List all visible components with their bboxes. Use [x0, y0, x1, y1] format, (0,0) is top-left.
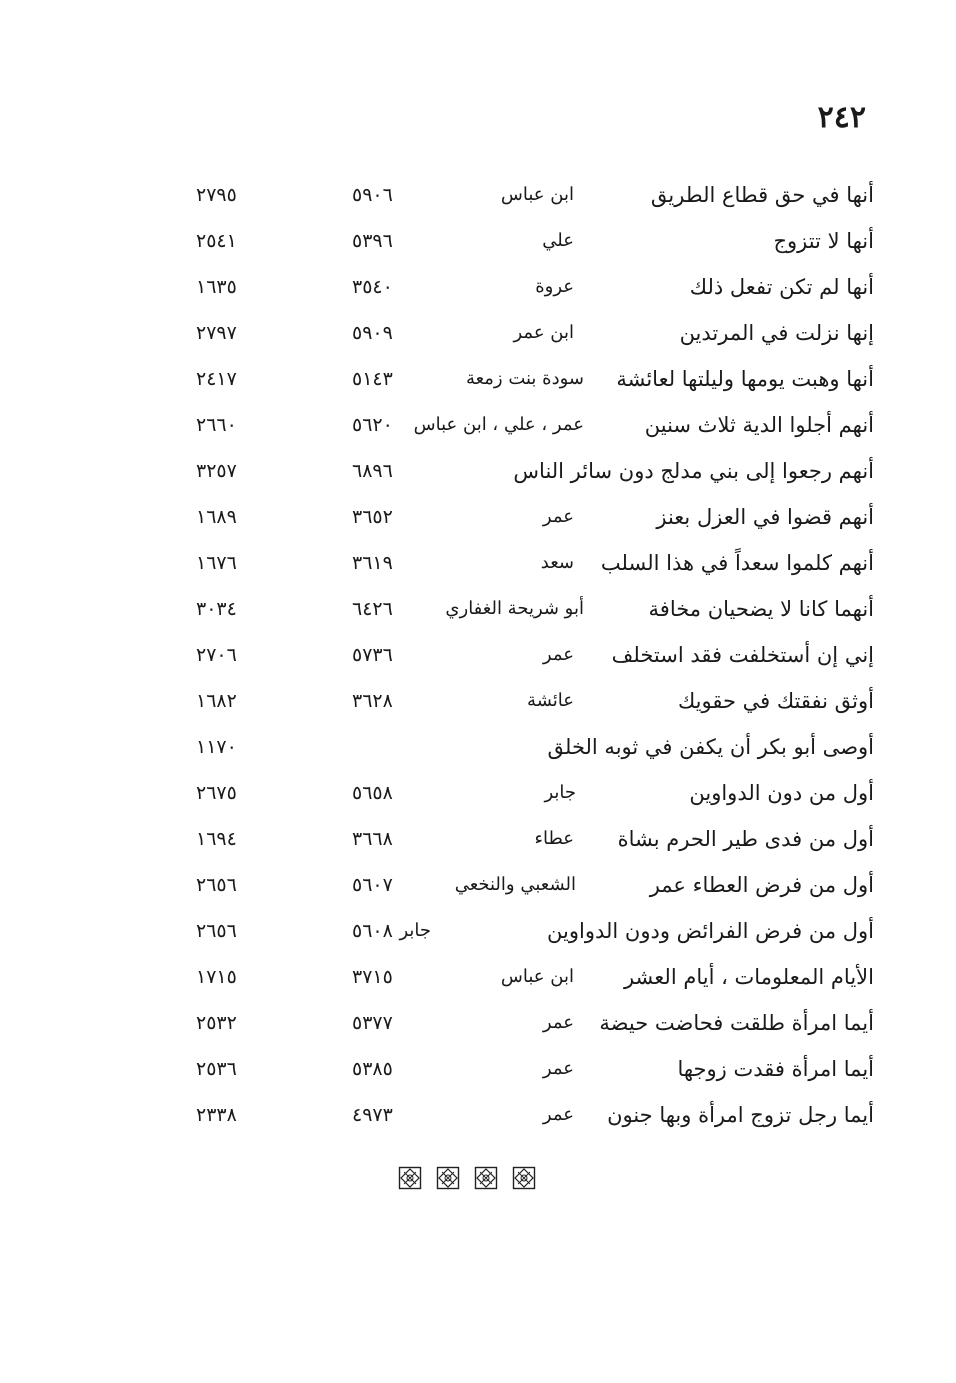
page-reference: ٢٦٥٦ — [196, 920, 237, 942]
hadith-text: أنهم كلموا سعداً في هذا السلب — [600, 551, 874, 575]
index-table — [0, 172, 956, 1138]
reference-number: ٥٧٣٦ — [352, 644, 393, 666]
index-row — [0, 448, 956, 494]
reference-number: ٦٤٢٦ — [352, 598, 393, 620]
reference-number: ٣٦٦٨ — [352, 828, 393, 850]
index-row — [0, 540, 956, 586]
narrator: عطاء — [534, 828, 574, 849]
reference-number: ٥١٤٣ — [352, 368, 393, 390]
reference-number: ٥٦٠٨ — [352, 920, 393, 942]
reference-number: ٣٥٤٠ — [352, 276, 393, 298]
reference-number: ٤٩٧٣ — [352, 1104, 393, 1126]
ornament-icon — [474, 1166, 498, 1190]
reference-number: ٥٦٥٨ — [352, 782, 393, 804]
reference-number: ٥٦٢٠ — [352, 414, 393, 436]
narrator: عمر — [542, 506, 574, 527]
reference-number: ٣٦١٩ — [352, 552, 393, 574]
index-row — [0, 1092, 956, 1138]
narrator: عمر — [542, 644, 574, 665]
narrator: عمر ، علي ، ابن عباس — [413, 414, 584, 435]
reference-number: ٥٣٨٥ — [352, 1058, 393, 1080]
page-reference: ٢٧٠٦ — [196, 644, 237, 666]
narrator: علي — [542, 230, 574, 251]
narrator: سودة بنت زمعة — [465, 368, 584, 389]
hadith-text: أنها لا تتزوج — [773, 229, 874, 253]
index-row — [0, 310, 956, 356]
reference-number: ٥٣٧٧ — [352, 1012, 393, 1034]
hadith-text: أوصى أبو بكر أن يكفن في ثوبه الخلق — [547, 735, 874, 759]
index-row — [0, 586, 956, 632]
end-ornaments — [398, 1166, 536, 1190]
reference-number: ٥٣٩٦ — [352, 230, 393, 252]
reference-number: ٥٩٠٩ — [352, 322, 393, 344]
page-reference: ٢٣٣٨ — [196, 1104, 237, 1126]
index-row — [0, 1046, 956, 1092]
ornament-icon — [436, 1166, 460, 1190]
index-row — [0, 632, 956, 678]
page-reference: ٢٦٧٥ — [196, 782, 237, 804]
hadith-text: أنها لم تكن تفعل ذلك — [689, 275, 874, 299]
reference-number: ٦٨٩٦ — [352, 460, 393, 482]
hadith-text: أنهم قضوا في العزل بعنز — [656, 505, 874, 529]
reference-number: ٣٧١٥ — [352, 966, 393, 988]
page-reference: ١٦٨٩ — [196, 506, 237, 528]
hadith-text: أنهم رجعوا إلى بني مدلج دون سائر الناس — [513, 459, 874, 483]
page-reference: ٢٥٣٢ — [196, 1012, 237, 1034]
narrator: ابن عمر — [513, 322, 574, 343]
narrator: ابن عباس — [500, 184, 574, 205]
index-row — [0, 862, 956, 908]
hadith-text: أول من فرض الفرائض ودون الدواوين — [547, 919, 874, 943]
page-reference: ٢٧٩٥ — [196, 184, 237, 206]
page-reference: ١١٧٠ — [196, 736, 237, 758]
hadith-text: إني إن أستخلفت فقد استخلف — [611, 643, 874, 667]
hadith-text: أنها وهبت يومها وليلتها لعائشة — [616, 367, 874, 391]
index-row — [0, 954, 956, 1000]
page-reference: ١٧١٥ — [196, 966, 237, 988]
hadith-text: أول من فرض العطاء عمر — [649, 873, 874, 897]
index-row — [0, 356, 956, 402]
page-reference: ١٦٣٥ — [196, 276, 237, 298]
index-row — [0, 724, 956, 770]
hadith-text: إنها نزلت في المرتدين — [679, 321, 874, 345]
reference-number: ٥٦٠٧ — [352, 874, 393, 896]
index-row — [0, 816, 956, 862]
index-row — [0, 908, 956, 954]
narrator: عروة — [535, 276, 574, 297]
page-reference: ١٦٧٦ — [196, 552, 237, 574]
narrator: عائشة — [527, 690, 574, 711]
narrator: جابر — [544, 782, 576, 803]
hadith-text: الأيام المعلومات ، أيام العشر — [623, 965, 874, 989]
page-reference: ١٦٩٤ — [196, 828, 237, 850]
page-reference: ٢٦٥٦ — [196, 874, 237, 896]
hadith-text: أنها في حق قطاع الطريق — [650, 183, 874, 207]
index-row — [0, 1000, 956, 1046]
index-row — [0, 770, 956, 816]
page-reference: ٢٥٤١ — [196, 230, 237, 252]
index-row — [0, 218, 956, 264]
narrator: سعد — [540, 552, 574, 573]
hadith-text: أول من دون الدواوين — [689, 781, 874, 805]
index-row — [0, 402, 956, 448]
narrator: ابن عباس — [500, 966, 574, 987]
page-reference: ٢٤١٧ — [196, 368, 237, 390]
page-number: ٢٤٢ — [817, 100, 866, 135]
page-reference: ٢٥٣٦ — [196, 1058, 237, 1080]
narrator: عمر — [542, 1058, 574, 1079]
hadith-text: أول من فدى طير الحرم بشاة — [617, 827, 874, 851]
narrator: عمر — [542, 1104, 574, 1125]
page-reference: ٢٦٦٠ — [196, 414, 237, 436]
ornament-icon — [398, 1166, 422, 1190]
ornament-icon — [512, 1166, 536, 1190]
narrator: عمر — [542, 1012, 574, 1033]
hadith-text: أيما امرأة فقدت زوجها — [677, 1057, 874, 1081]
page-reference: ١٦٨٢ — [196, 690, 237, 712]
hadith-text: أنهما كانا لا يضحيان مخافة — [648, 597, 874, 621]
page-reference: ٣٢٥٧ — [196, 460, 237, 482]
narrator: الشعبي والنخعي — [454, 874, 576, 895]
reference-number: ٥٩٠٦ — [352, 184, 393, 206]
reference-number: ٣٦٢٨ — [352, 690, 393, 712]
hadith-text: أوثق نفقتك في حقويك — [677, 689, 874, 713]
hadith-text: أيما رجل تزوج امرأة وبها جنون — [607, 1103, 874, 1127]
reference-number: ٣٦٥٢ — [352, 506, 393, 528]
hadith-text: أنهم أجلوا الدية ثلاث سنين — [644, 413, 874, 437]
index-row — [0, 494, 956, 540]
hadith-text: أيما امرأة طلقت فحاضت حيضة — [599, 1011, 874, 1035]
index-row — [0, 172, 956, 218]
index-row — [0, 678, 956, 724]
narrator: أبو شريحة الغفاري — [445, 598, 584, 619]
narrator: جابر — [399, 920, 431, 941]
page-reference: ٣٠٣٤ — [196, 598, 237, 620]
index-row — [0, 264, 956, 310]
page-reference: ٢٧٩٧ — [196, 322, 237, 344]
